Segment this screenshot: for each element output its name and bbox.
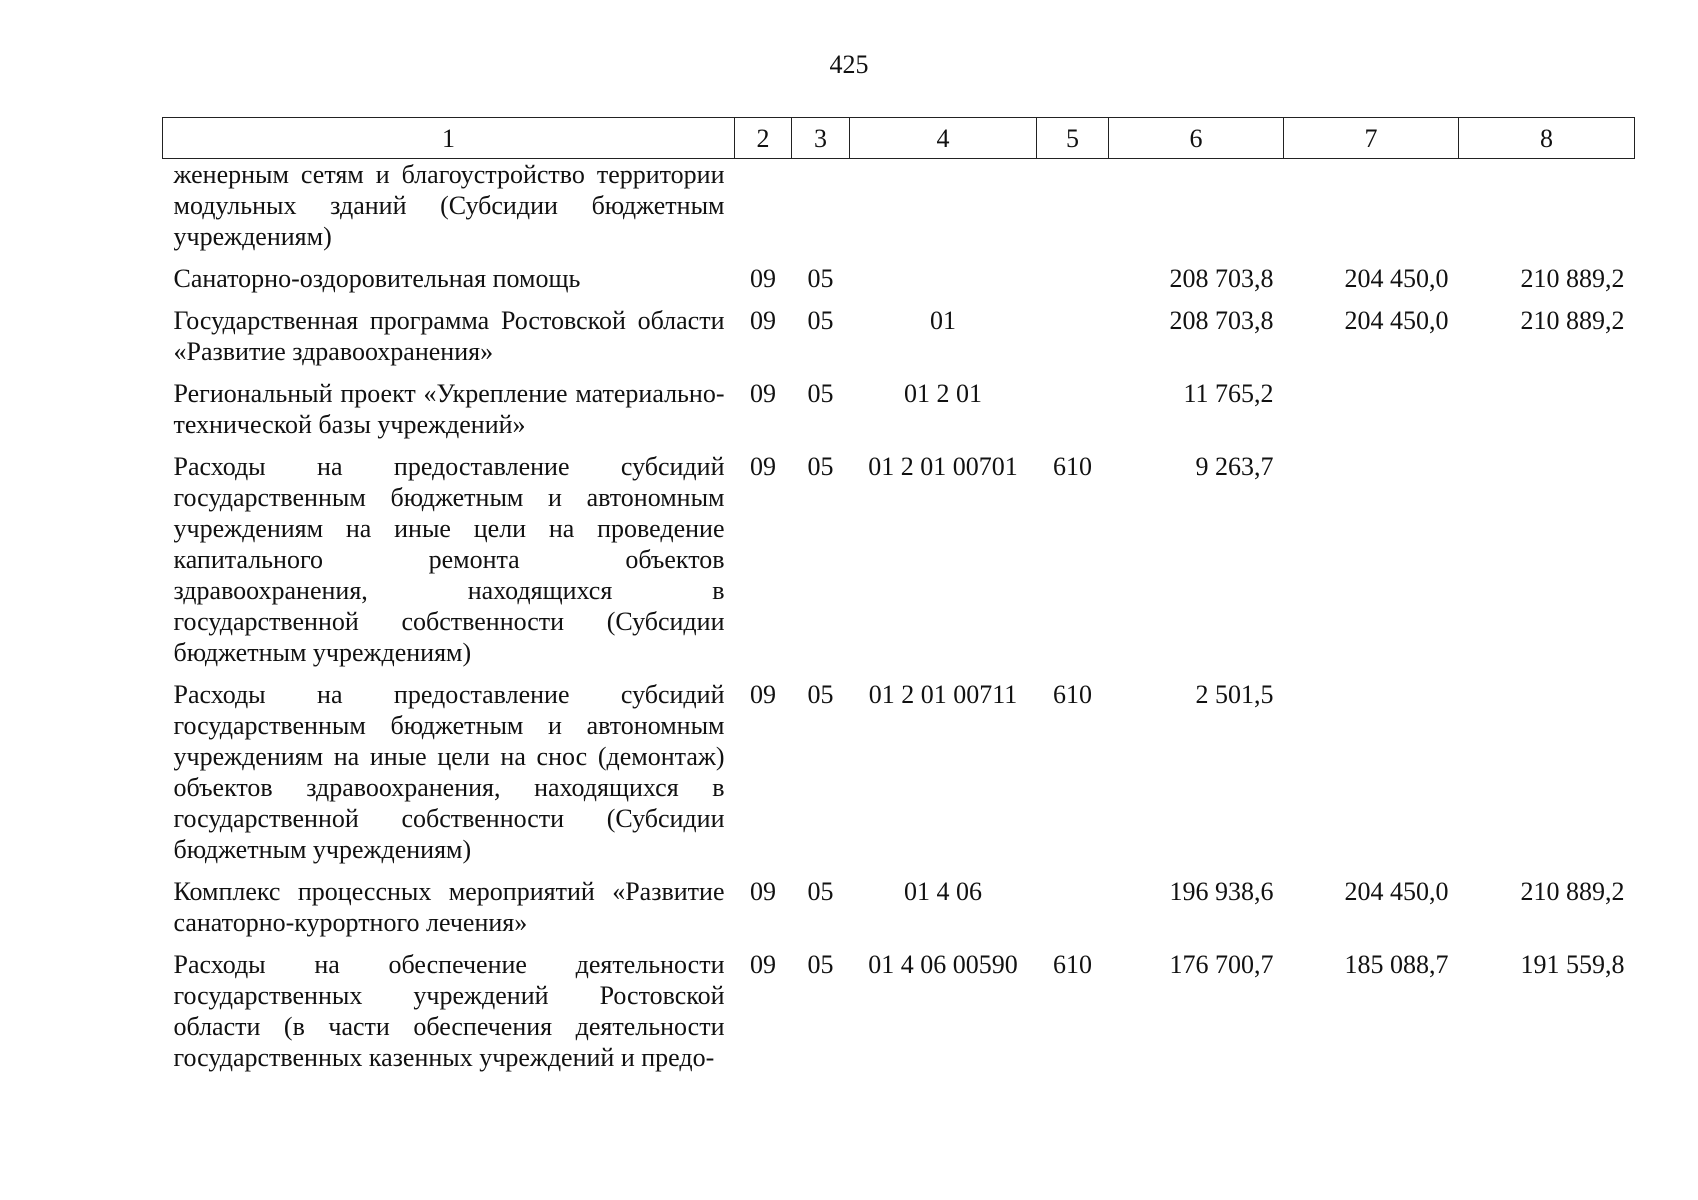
row-col-7: 204 450,0 [1344, 306, 1449, 335]
header-col-8: 8 [1459, 118, 1635, 159]
row-col-8 [1459, 159, 1635, 264]
row-col-2: 09 [750, 452, 776, 481]
budget-table [162, 117, 1635, 1084]
table-header [163, 118, 1635, 159]
row-col-6: 208 703,8 [1169, 306, 1274, 335]
row-col-3: 05 [807, 264, 834, 293]
row-col-8: 210 889,2 [1520, 877, 1625, 906]
row-name: Расходы на предоставление субсидий государственным бюджетным и автономным учреждениям на иные цели на проведение капитального ремонта объектов здравоохранения, находящихся в государственной собственности (Субсидии бюджетным учреждениям) [173, 452, 725, 667]
row-col-7 [1284, 159, 1459, 264]
row-col-4: 01 [930, 306, 956, 335]
row-col-8: 210 889,2 [1520, 306, 1625, 335]
row-col-5 [1037, 876, 1109, 949]
page-number: 425 [829, 50, 869, 79]
row-col-8 [1459, 378, 1635, 451]
row-col-2: 09 [750, 306, 776, 335]
header-col-3: 3 [792, 118, 850, 159]
table-row [163, 305, 1635, 378]
table-row [163, 159, 1635, 264]
row-col-5: 610 [1053, 680, 1092, 709]
row-col-6: 208 703,8 [1169, 264, 1274, 293]
row-col-3: 05 [807, 950, 834, 979]
row-name: Расходы на предоставление субсидий государственным бюджетным и автономным учреждениям на иные цели на снос (демонтаж) объектов здравоохранения, находящихся в государственной собственности (Субсидии бюджетным учреждениям) [173, 680, 725, 864]
row-col-3 [792, 159, 850, 264]
row-col-2: 09 [750, 877, 776, 906]
row-col-7 [1284, 679, 1459, 876]
row-name: женерным сетям и благоустройство территории модульных зданий (Субсидии бюджетным учреждениям) [173, 160, 725, 251]
row-col-6: 196 938,6 [1169, 877, 1274, 906]
row-name: Комплекс процессных мероприятий «Развитие санаторно-курортного лечения» [173, 877, 725, 937]
row-col-4: 01 4 06 00590 [868, 950, 1018, 979]
row-col-2: 09 [750, 950, 776, 979]
row-col-6: 176 700,7 [1169, 950, 1274, 979]
header-col-7: 7 [1284, 118, 1459, 159]
table-row [163, 451, 1635, 679]
row-col-3: 05 [807, 379, 834, 408]
row-col-8 [1459, 679, 1635, 876]
table-row [163, 378, 1635, 451]
row-col-2: 09 [750, 680, 776, 709]
row-col-2: 09 [750, 264, 776, 293]
table-row [163, 679, 1635, 876]
header-col-2: 2 [735, 118, 792, 159]
row-col-3: 05 [807, 877, 834, 906]
row-col-7: 204 450,0 [1344, 877, 1449, 906]
header-col-5: 5 [1037, 118, 1109, 159]
row-col-2: 09 [750, 379, 776, 408]
table-row [163, 949, 1635, 1084]
row-col-3: 05 [807, 452, 834, 481]
row-col-4: 01 2 01 00701 [868, 452, 1018, 481]
row-col-5 [1037, 263, 1109, 305]
row-col-8 [1459, 451, 1635, 679]
header-col-1: 1 [163, 118, 735, 159]
table-row [163, 263, 1635, 305]
header-col-4: 4 [850, 118, 1037, 159]
row-col-3: 05 [807, 680, 834, 709]
row-col-2 [735, 159, 792, 264]
row-col-6: 9 263,7 [1195, 452, 1274, 481]
row-col-7: 204 450,0 [1344, 264, 1449, 293]
row-col-4: 01 2 01 [904, 379, 982, 408]
row-col-6: 11 765,2 [1183, 379, 1274, 408]
row-col-3: 05 [807, 306, 834, 335]
row-name: Санаторно-оздоровительная помощь [173, 264, 581, 293]
row-col-5 [1037, 378, 1109, 451]
row-col-4 [850, 263, 1037, 305]
row-col-5: 610 [1053, 950, 1092, 979]
row-col-8: 210 889,2 [1520, 264, 1625, 293]
row-col-4 [850, 159, 1037, 264]
row-col-7 [1284, 451, 1459, 679]
row-col-7 [1284, 378, 1459, 451]
row-col-7: 185 088,7 [1344, 950, 1449, 979]
row-col-4: 01 4 06 [904, 877, 982, 906]
row-col-8: 191 559,8 [1520, 950, 1625, 979]
table-body [163, 159, 1635, 1085]
row-col-6: 2 501,5 [1195, 680, 1274, 709]
row-name: Государственная программа Ростовской области «Развитие здравоохранения» [173, 306, 725, 366]
header-col-6: 6 [1109, 118, 1284, 159]
row-col-4: 01 2 01 00711 [868, 680, 1018, 709]
row-col-6 [1109, 159, 1284, 264]
row-name: Расходы на обеспечение деятельности государственных учреждений Ростовской области (в части обеспечения деятельности государственных казенных учреждений и предо- [173, 950, 725, 1072]
row-col-5 [1037, 159, 1109, 264]
row-col-5: 610 [1053, 452, 1092, 481]
table-row [163, 876, 1635, 949]
row-name: Региональный проект «Укрепление материально-технической базы учреждений» [173, 379, 725, 439]
row-col-5 [1037, 305, 1109, 378]
